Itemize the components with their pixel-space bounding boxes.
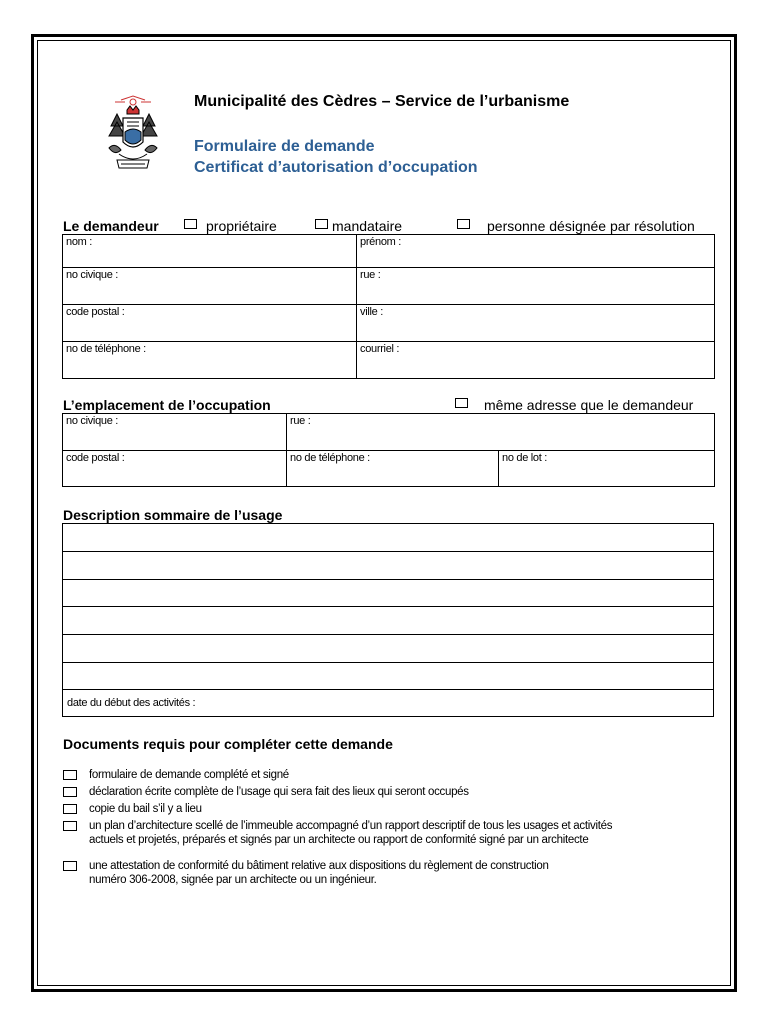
location-section-title: L’emplacement de l’occupation <box>63 397 271 413</box>
doc-item-text: copie du bail s’il y a lieu <box>89 803 202 815</box>
mandatary-label: mandataire <box>332 218 403 234</box>
activity-start-date-label: date du début des activités : <box>67 697 196 709</box>
description-section-title: Description sommaire de l’usage <box>63 507 283 523</box>
owner-label: propriétaire <box>206 218 277 234</box>
designated-person-label: personne désignée par résolution <box>487 218 695 234</box>
doc-item-text: actuels et projetés, préparés et signés par un architecte ou rapport de conformité signé par un architecte <box>89 834 589 846</box>
doc-item-text: numéro 306-2008, signée par un architecte ou un ingénieur. <box>89 874 377 886</box>
description-lines-box[interactable] <box>62 523 714 717</box>
doc-item-declaration <box>89 785 469 799</box>
location-postal-field[interactable]: code postal : <box>63 451 287 487</box>
description-line <box>63 551 713 552</box>
form-title-line2: Certificat d’autorisation d’occupation <box>194 159 478 176</box>
municipality-title: Municipalité des Cèdres – Service de l’urbanisme <box>194 93 570 110</box>
doc-item-architecture-plan <box>89 819 612 847</box>
form-title <box>194 136 478 178</box>
applicant-civic-field[interactable]: no civique : <box>63 268 357 305</box>
doc-checkbox-form[interactable] <box>63 770 77 780</box>
doc-checkbox-compliance-certificate[interactable] <box>63 861 77 871</box>
doc-item-lease <box>89 802 202 816</box>
doc-checkbox-declaration[interactable] <box>63 787 77 797</box>
doc-item-form <box>89 768 289 782</box>
description-line <box>63 634 713 635</box>
applicant-street-field[interactable]: rue : <box>357 268 715 305</box>
doc-item-text: une attestation de conformité du bâtiment relative aux dispositions du règlement de construction <box>89 860 549 872</box>
applicant-section-title: Le demandeur <box>63 218 159 234</box>
doc-item-text: formulaire de demande complété et signé <box>89 769 289 781</box>
applicant-prenom-field[interactable]: prénom : <box>357 235 715 268</box>
location-table <box>62 413 715 487</box>
same-address-checkbox[interactable] <box>455 398 468 408</box>
designated-person-checkbox[interactable] <box>457 219 470 229</box>
location-phone-field[interactable]: no de téléphone : <box>287 451 499 487</box>
municipal-crest-logo <box>103 92 163 180</box>
doc-item-text: un plan d’architecture scellé de l’immeuble accompagné d’un rapport descriptif de tous les usages et activités <box>89 820 613 832</box>
description-line <box>63 579 713 580</box>
mandatary-checkbox[interactable] <box>315 219 328 229</box>
applicant-email-field[interactable]: courriel : <box>357 342 715 379</box>
description-line <box>63 662 713 663</box>
form-title-line1: Formulaire de demande <box>194 138 375 155</box>
applicant-table <box>62 234 715 379</box>
description-line <box>63 689 713 690</box>
doc-checkbox-lease[interactable] <box>63 804 77 814</box>
documents-section-title: Documents requis pour compléter cette demande <box>63 736 393 752</box>
applicant-nom-field[interactable]: nom : <box>63 235 357 268</box>
location-civic-field[interactable]: no civique : <box>63 414 287 451</box>
location-lot-field[interactable]: no de lot : <box>499 451 715 487</box>
same-address-label: même adresse que le demandeur <box>484 397 694 413</box>
location-street-field[interactable]: rue : <box>287 414 715 451</box>
owner-checkbox[interactable] <box>184 219 197 229</box>
doc-item-compliance-certificate <box>89 859 549 887</box>
applicant-phone-field[interactable]: no de téléphone : <box>63 342 357 379</box>
applicant-postal-field[interactable]: code postal : <box>63 305 357 342</box>
description-line <box>63 606 713 607</box>
doc-checkbox-architecture-plan[interactable] <box>63 821 77 831</box>
applicant-city-field[interactable]: ville : <box>357 305 715 342</box>
doc-item-text: déclaration écrite complète de l’usage qui sera fait des lieux qui seront occupés <box>89 786 469 798</box>
